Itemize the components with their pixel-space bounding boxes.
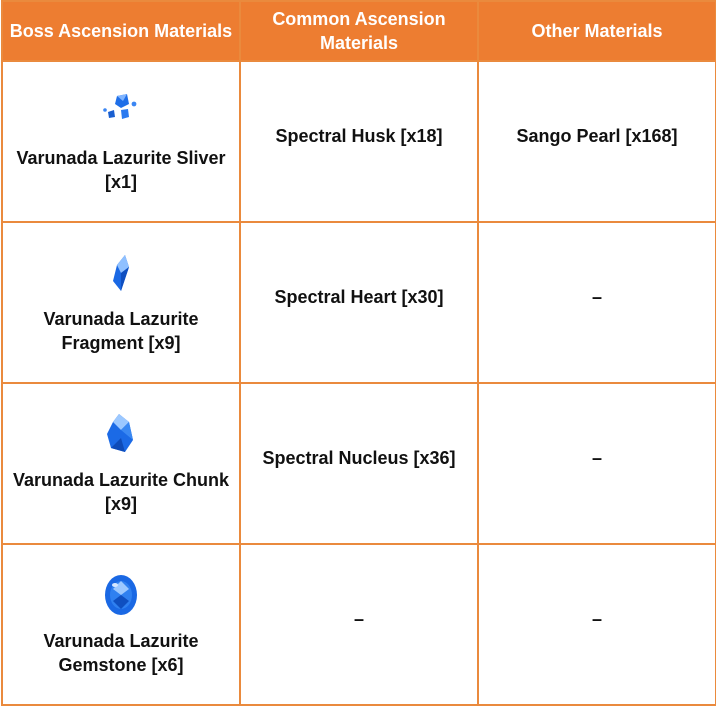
boss-material-name: Varunada Lazurite Fragment [x9] xyxy=(43,308,199,353)
other-material-cell xyxy=(478,61,716,222)
table-row xyxy=(2,383,716,544)
lazurite-chunk-icon xyxy=(99,412,143,456)
common-material-cell xyxy=(240,383,478,544)
common-material-dash: – xyxy=(353,608,364,629)
common-material-cell xyxy=(240,222,478,383)
table-row xyxy=(2,544,716,705)
header-other-materials: Other Materials xyxy=(478,1,716,61)
boss-material-cell xyxy=(2,544,240,705)
lazurite-gemstone-icon xyxy=(99,573,143,617)
boss-material-name: Varunada Lazurite Gemstone [x6] xyxy=(43,630,199,675)
other-material-dash: – xyxy=(591,447,602,468)
boss-material-name: Varunada Lazurite Sliver [x1] xyxy=(16,147,226,192)
header-common-materials: Common Ascension Materials xyxy=(240,1,478,61)
lazurite-fragment-icon xyxy=(99,251,143,295)
boss-material-name: Varunada Lazurite Chunk [x9] xyxy=(12,469,230,514)
other-material-dash: – xyxy=(591,286,602,307)
lazurite-sliver-icon xyxy=(99,90,143,134)
other-material-cell xyxy=(478,222,716,383)
boss-material-cell xyxy=(2,61,240,222)
table-row xyxy=(2,222,716,383)
common-material-name: Spectral Heart [x30] xyxy=(274,286,444,307)
other-material-name: Sango Pearl [x168] xyxy=(516,125,678,146)
header-row xyxy=(2,1,716,61)
boss-material-cell xyxy=(2,383,240,544)
other-material-dash: – xyxy=(591,608,602,629)
boss-material-cell xyxy=(2,222,240,383)
other-material-cell xyxy=(478,383,716,544)
ascension-materials-table xyxy=(1,0,716,706)
common-material-name: Spectral Nucleus [x36] xyxy=(262,447,456,468)
common-material-cell xyxy=(240,544,478,705)
common-material-name: Spectral Husk [x18] xyxy=(275,125,443,146)
table-row xyxy=(2,61,716,222)
header-boss-materials: Boss Ascension Materials xyxy=(2,1,240,61)
other-material-cell xyxy=(478,544,716,705)
common-material-cell xyxy=(240,61,478,222)
